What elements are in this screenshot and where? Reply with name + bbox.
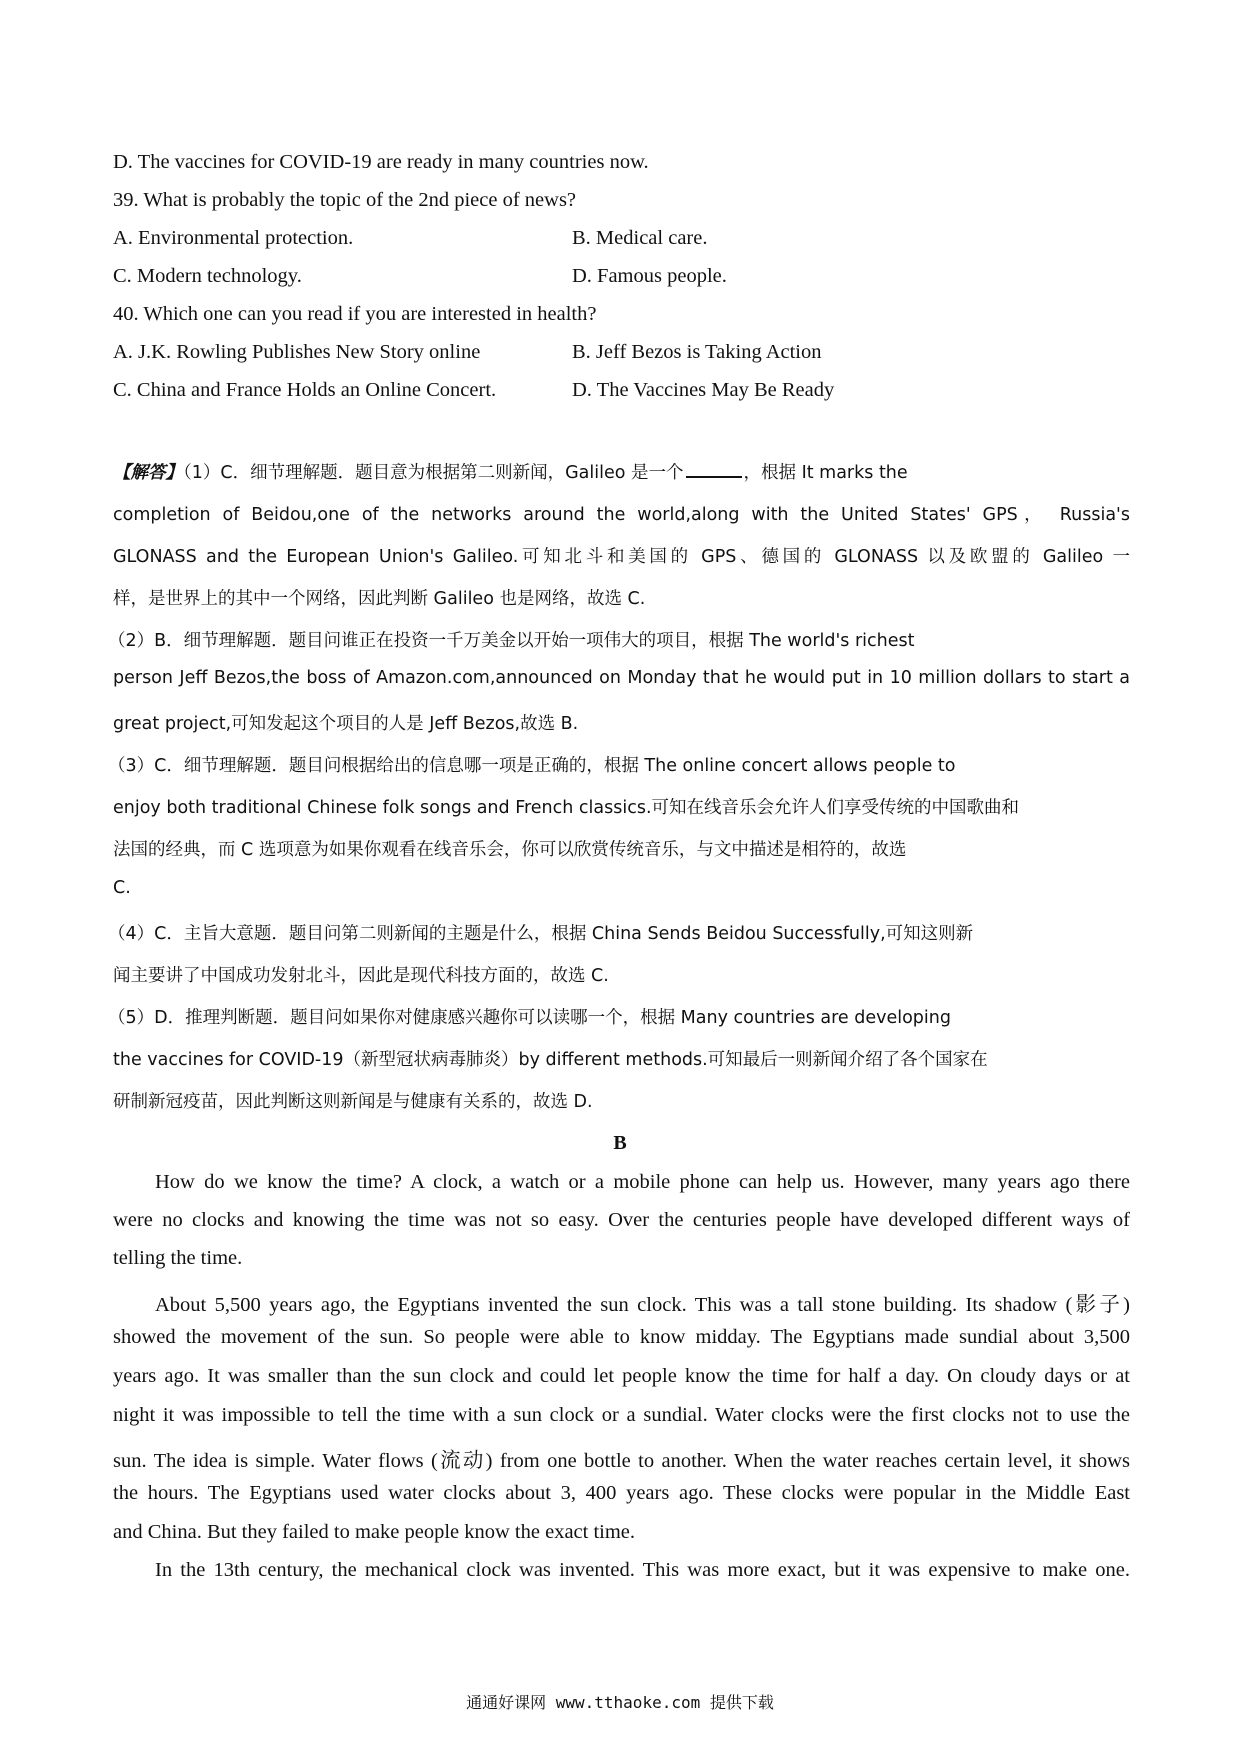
passage-line: years ago. It was smaller than the sun clock and could let people know the time for half a day. On cloudy days or at xyxy=(113,1365,1130,1387)
answer-label: 【解答】 xyxy=(113,463,183,483)
q40-option-d: D. The Vaccines May Be Ready xyxy=(572,379,835,401)
answer-line-3: GLONASS and the European Union's Galileo.可知北斗和美国的 GPS、德国的 GLONASS 以及欧盟的 Galileo 一 xyxy=(113,547,1130,567)
q40-stem: 40. Which one can you read if you are interested in health? xyxy=(113,303,597,325)
answer-line-5: （2）B．细节理解题．题目问谁正在投资一千万美金以开始一项伟大的项目，根据 The world's richest xyxy=(108,631,915,651)
answer-text: ，根据 It marks the xyxy=(743,463,908,483)
answer-line-1 xyxy=(113,459,908,484)
answer-line-11: C. xyxy=(113,878,131,898)
answer-text: （1）C．细节理解题．题目意为根据第二则新闻，Galileo 是一个 xyxy=(183,463,684,483)
q40-option-c: C. China and France Holds an Online Concert. xyxy=(113,379,497,401)
passage-line: were no clocks and knowing the time was not so easy. Over the centuries people have developed different ways of xyxy=(113,1209,1130,1231)
q40-option-a: A. J.K. Rowling Publishes New Story online xyxy=(113,341,481,363)
answer-line-10: 法国的经典，而 C 选项意为如果你观看在线音乐会，你可以欣赏传统音乐，与文中描述是相符的，故选 xyxy=(113,840,907,860)
answer-line-8: （3）C．细节理解题．题目问根据给出的信息哪一项是正确的，根据 The online concert allows people to xyxy=(108,756,956,776)
answer-line-16: 研制新冠疫苗，因此判断这则新闻是与健康有关系的，故选 D. xyxy=(113,1092,593,1112)
page-footer: 通通好课网 www.tthaoke.com 提供下载 xyxy=(466,1693,774,1712)
q38-option-d: D. The vaccines for COVID-19 are ready in many countries now. xyxy=(113,151,649,173)
passage-line: and China. But they failed to make people know the exact time. xyxy=(113,1521,636,1543)
answer-line-6: person Jeff Bezos,the boss of Amazon.com,announced on Monday that he would put in 10 million dollars to start a xyxy=(113,668,1130,688)
q39-option-c: C. Modern technology. xyxy=(113,265,302,287)
passage-line: showed the movement of the sun. So people were able to know midday. The Egyptians made sundial about 3,500 xyxy=(113,1326,1130,1348)
answer-line-2: completion of Beidou,one of the networks around the world,along with the United States' GPS， Russia's xyxy=(113,505,1130,525)
passage-line: telling the time. xyxy=(113,1247,243,1269)
section-title: B xyxy=(613,1132,627,1154)
fill-in-blank xyxy=(686,460,742,478)
answer-line-15: the vaccines for COVID-19（新型冠状病毒肺炎）by different methods.可知最后一则新闻介绍了各个国家在 xyxy=(113,1050,988,1070)
passage-line: About 5,500 years ago, the Egyptians invented the sun clock. This was a tall stone building. Its shadow (影子) xyxy=(155,1294,1130,1316)
passage-line: In the 13th century, the mechanical clock was invented. This was more exact, but it was expensive to make one. xyxy=(155,1559,1130,1581)
answer-line-13: 闻主要讲了中国成功发射北斗，因此是现代科技方面的，故选 C. xyxy=(113,966,609,986)
passage-line: How do we know the time? A clock, a watch or a mobile phone can help us. However, many years ago there xyxy=(155,1171,1130,1193)
q40-option-b: B. Jeff Bezos is Taking Action xyxy=(572,341,822,363)
answer-line-14: （5）D．推理判断题．题目问如果你对健康感兴趣你可以读哪一个，根据 Many countries are developing xyxy=(108,1008,951,1028)
passage-line: sun. The idea is simple. Water flows (流动) from one bottle to another. When the water reaches certain level, it shows xyxy=(113,1450,1130,1472)
passage-line: the hours. The Egyptians used water clocks about 3, 400 years ago. These clocks were popular in the Middle East xyxy=(113,1482,1130,1504)
answer-line-7: great project,可知发起这个项目的人是 Jeff Bezos,故选 B. xyxy=(113,714,579,734)
q39-option-b: B. Medical care. xyxy=(572,227,708,249)
answer-line-4: 样，是世界上的其中一个网络，因此判断 Galileo 也是网络，故选 C. xyxy=(113,589,646,609)
passage-line: night it was impossible to tell the time with a sun clock or a sundial. Water clocks were the first clocks not to use the xyxy=(113,1404,1130,1426)
answer-line-12: （4）C．主旨大意题．题目问第二则新闻的主题是什么，根据 China Sends Beidou Successfully,可知这则新 xyxy=(108,924,974,944)
answer-line-9: enjoy both traditional Chinese folk songs and French classics.可知在线音乐会允许人们享受传统的中国歌曲和 xyxy=(113,798,1020,818)
q39-option-a: A. Environmental protection. xyxy=(113,227,354,249)
q39-stem: 39. What is probably the topic of the 2nd piece of news? xyxy=(113,189,577,211)
q39-option-d: D. Famous people. xyxy=(572,265,727,287)
